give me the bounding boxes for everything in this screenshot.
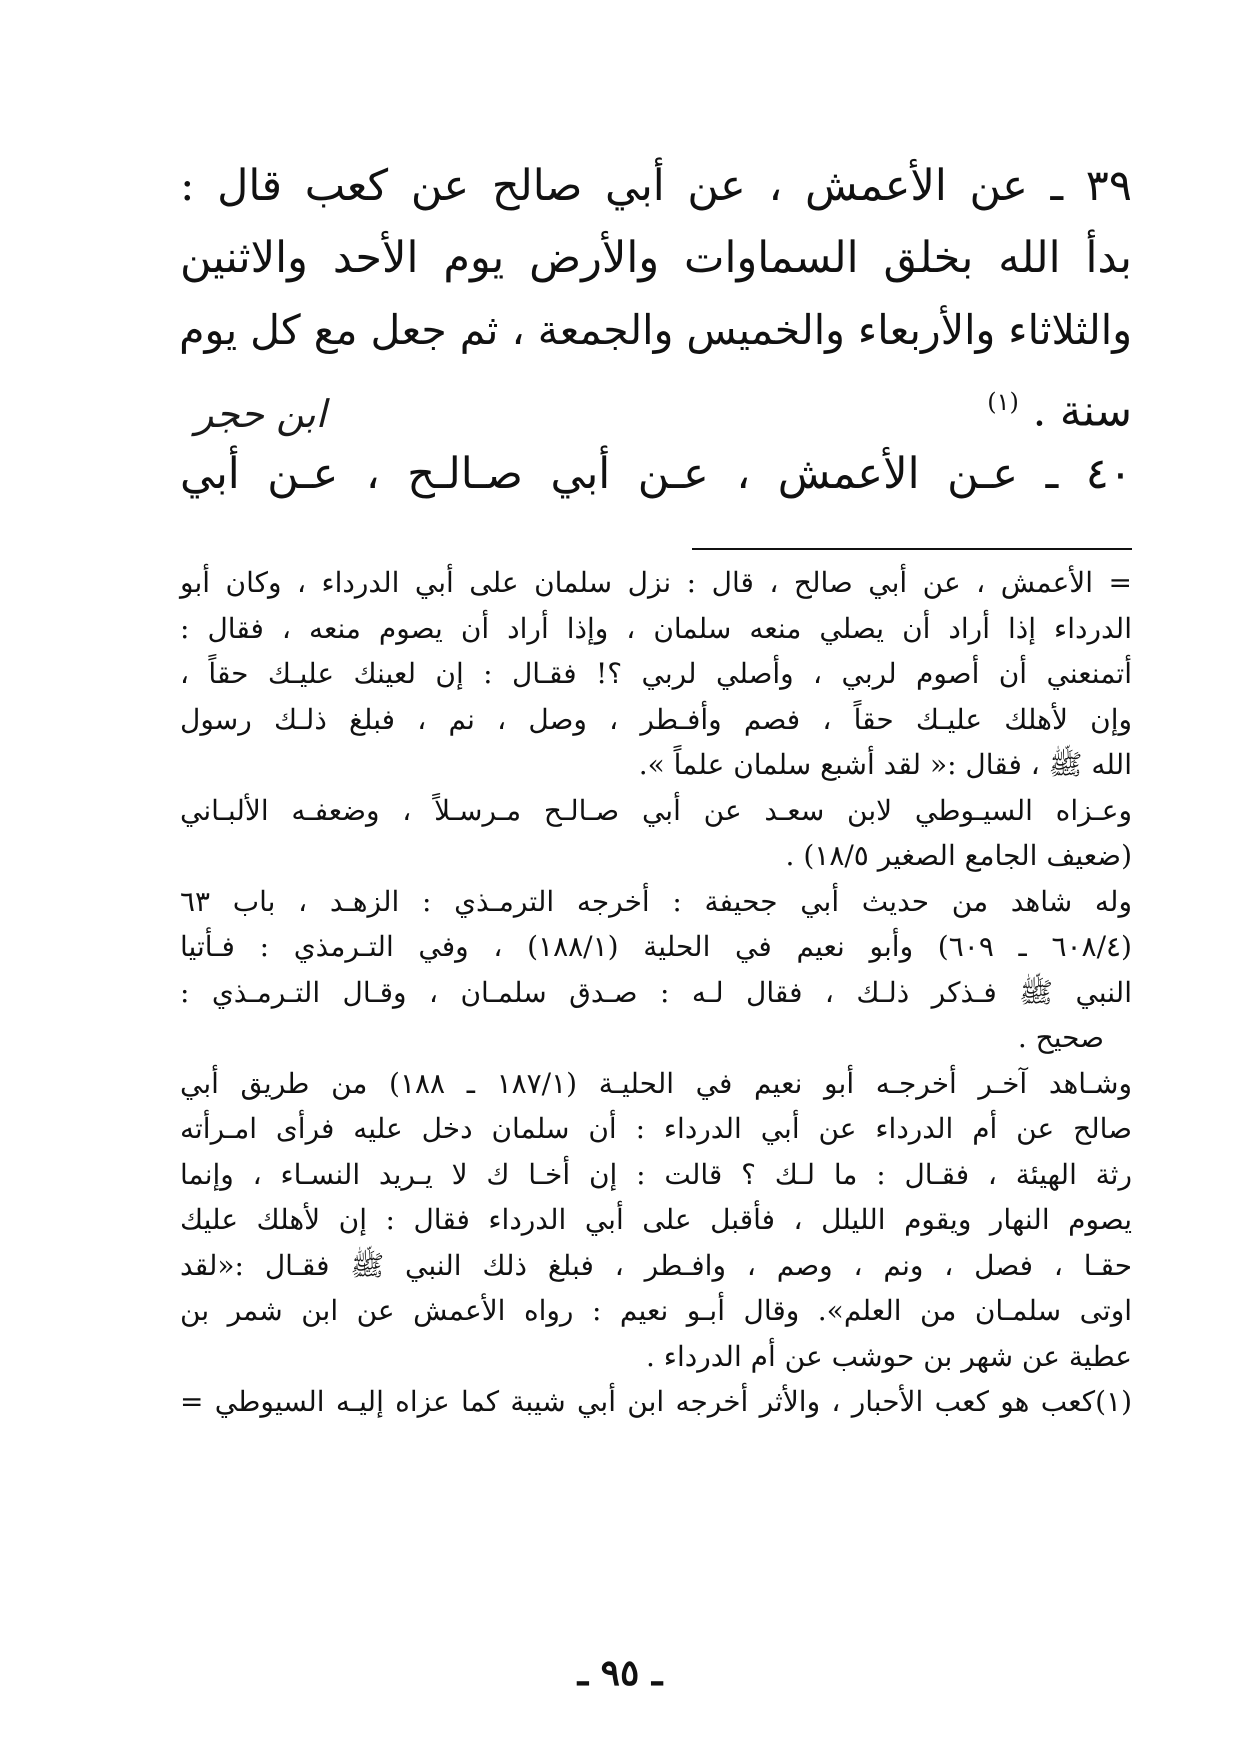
note-line-19: (١)كعب هو كعب الأحبار ، والأثر أخرجه ابن أبي شيبة كما عزاه إليـه السيوطي = [180,1385,1132,1418]
note-line-12: وشـاهد آخـر أخرجـه أبو نعيم في الحليـة (١٨٧/١ ـ ١٨٨) من طريق أبي [180,1066,1132,1100]
note-line-7: (ضعيف الجامع الصغير ١٨/٥) . [785,839,1132,872]
main-line-4-text: سنة . [1032,386,1132,437]
note-line-16: حقـا ، فصل ، ونم ، وصم ، وافـطر ، فبلغ ذلك النبي ﷺ فقـال :«لقد [180,1248,1133,1282]
note-line-15: يصوم النهار ويقوم الليلل ، فأقبل على أبي الدرداء فقال : إن لأهلك عليك [180,1203,1132,1236]
note-line-18: عطية عن شهر بن حوشب عن أم الدرداء . [646,1339,1132,1373]
note-line-10: النبي ﷺ فـذكر ذلـك ، فقال لـه : صـدق سلمـان ، وقـال التـرمـذي : [180,975,1132,1009]
note-line-4: وإن لأهلك عليـك حقاً ، فصم وأفـطر ، وصل ، نم ، فبلغ ذلـك رسول [180,702,1132,736]
main-line-5: ٤٠ ـ عـن الأعمش ، عـن أبي صـالـح ، عـن أبي [180,449,1132,499]
note-line-6: وعـزاه السيـوطي لابن سعـد عن أبي صـالـح مـرسـلاً ، وضعفـه الألبـاني [180,793,1132,827]
handwritten-annotation: ابن حجر [195,392,327,436]
main-line-1: ٣٩ ـ عن الأعمش ، عن أبي صالح عن كعب قال : [180,161,1132,211]
main-text [180,150,1132,510]
main-line-3: والثلاثاء والأربعاء والخميس والجمعة ، ثم جعل مع كل يوم [179,306,1132,354]
note-line-5: الله ﷺ ، فقال :« لقد أشبع سلمان علماً ». [638,748,1132,781]
note-line-14: رثة الهيئة ، فقـال : ما لـك ؟ قالت : إن أخـا ك لا يـريد النسـاء ، وإنما [180,1157,1132,1191]
note-line-2: الدرداء إذا أراد أن يصلي منعه سلمان ، وإذا أراد أن يصوم منعه ، فقال : [180,611,1132,645]
note-line-13: صالح عن أم الدرداء عن أبي الدرداء : أن سلمان دخل عليه فرأى امـرأته [180,1112,1132,1145]
note-line-9: (٦٠٨/٤ ـ ٦٠٩) وأبو نعيم في الحلية (١٨٨/١) ، وفي التـرمذي : فـأتيا [180,930,1132,963]
note-line-3: أتمنعني أن أصوم لربي ، وأصلي لربي ؟! فقـال : إن لعينك عليـك حقاً ، [180,657,1132,690]
note-line-8: وله شاهد من حديث أبي جحيفة : أخرجه الترمـذي : الزهـد ، باب ٦٣ [180,884,1132,918]
note-line-17: اوتى سلمـان من العلم». وقال أبـو نعيم : رواه الأعمش عن ابن شمر بن [180,1294,1132,1327]
footnote-marker: (١) [987,388,1019,416]
footnote-separator [692,548,1132,550]
main-line-2: بدأ الله بخلق السماوات والأرض يوم الأحد والاثنين [180,233,1132,283]
note-line-11: صحيح . [1017,1021,1104,1054]
note-line-1: = الأعمش ، عن أبي صالح ، قال : نزل سلمان على أبي الدرداء ، وكان أبو [180,566,1132,599]
page-number: ـ ٩٥ ـ [577,1652,663,1694]
footnotes [180,560,1132,1425]
